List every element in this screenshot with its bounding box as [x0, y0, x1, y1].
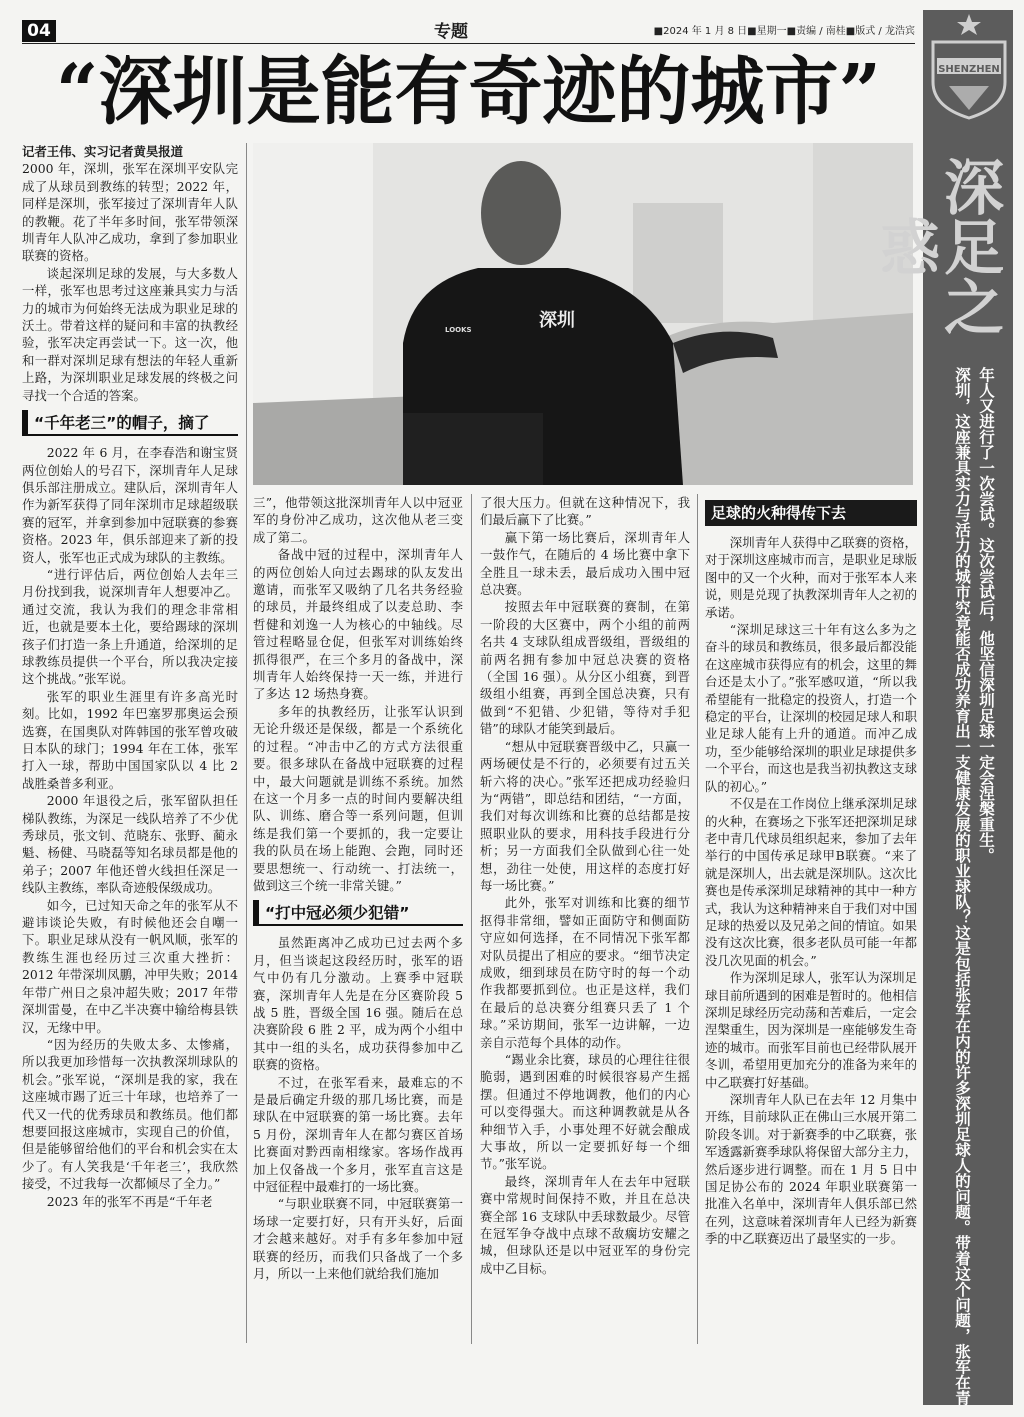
- paragraph: 作为深圳足球人，张军认为深圳足球目前所遇到的困难是暂时的。他相信深圳足球经历完动荡和苦难后，一定会涅槃重生，因为深圳是一座能够发生奇迹的城市。而张军目前也已经带队展开冬训，希望用更加充分的准备为来年的中乙联赛打好基础。: [705, 970, 917, 1090]
- column-intro-line-2: 深圳，这座兼具实力与活力的城市究竟能否成功养育出一支健康发展的职业球队？这是包括张军在内的许多深圳足球人的问题。带着这个问题，张军在青: [953, 367, 971, 1406]
- subheading: “打中冠必须少犯错”: [253, 900, 463, 926]
- shirt-logo-text: LOOKS: [445, 326, 472, 334]
- article-column-2: [253, 494, 463, 1344]
- paragraph: 赢下第一场比赛后，深圳青年人一鼓作气，在随后的 4 场比赛中拿下全胜且一球未丢，最后成功入围中冠总决赛。: [480, 529, 690, 598]
- headline: “深圳是能有奇迹的城市”: [55, 49, 882, 135]
- crest-text-top: SHENZHEN: [938, 64, 1000, 75]
- paragraph: “因为经历的失败太多、太惨痛，所以我更加珍惜每一次执教深圳球队的机会。”张军说，“深圳是我的家，我在这座城市踢了近三十年球，也培养了一代又一代的优秀球员和教练员。他们都想要回报这座城市，实现自己的价值，但是能够留给他们的平台和机会实在太少了。有人笑我是‘千年老三’，我欣然接受，不过我每一次都倾尽了全力。”: [22, 1036, 238, 1192]
- column-divider: [246, 143, 247, 1343]
- article-column-4: [705, 500, 917, 1350]
- paragraph: 最终，深圳青年人在去年中冠联赛中常规时间保持不败，并且在总决赛全部 16 支球队中丢球数最少。尽管在冠军争夺战中点球不敌瘸坊安耀之城，但球队还是以中冠亚军的身份完成中乙目标。: [480, 1173, 690, 1276]
- column-divider: [697, 494, 698, 1344]
- paragraph: 谈起深圳足球的发展，与大多数人一样，张军也思考过这座兼具实力与活力的城市为何始终无法成为职业足球的沃土。带着这样的疑问和丰富的执教经验，张军决定再尝试一下。这一次，他和一群对深圳足球有想法的年轻人重新上路，为深圳职业足球发展的终极之问寻找一个合适的答案。: [22, 265, 238, 403]
- paragraph: 不过，在张军看来，最难忘的不是最后确定升级的那几场比赛，而是球队在中冠联赛的第一场比赛。去年 5 月份，深圳青年人在都匀赛区首场比赛面对黔西南相缘家。客场作战再加上仅备战一个多月，张军直言这是中冠征程中最难打的一场比赛。: [253, 1074, 463, 1195]
- column-intro-line-1: 年人又进行了一次尝试。这次尝试后，他坚信深圳足球一定会涅槃重生。: [977, 367, 995, 863]
- paragraph: 按照去年中冠联赛的赛制，在第一阶段的大区赛中，两个小组的前两名共 4 支球队组成晋级组，晋级组的前两名拥有参加中冠总决赛的资格（全国 16 强）。从分区小组赛，到晋级组小组赛，再到全国总决赛，只有做到“不犯错、少犯错，等待对手犯错”的球队才能笑到最后。: [480, 599, 690, 737]
- dateline: ■2024 年 1 月 8 日■星期一■责编 / 南桂■版式 / 龙浩宾: [653, 26, 915, 37]
- paragraph: “与职业联赛不同，中冠联赛第一场球一定要打好，只有开头好，后面才会越来越好。对手有多年参加中冠联赛的经历，而我们只备战了一个多月，所以一上来他们就给我们施加: [253, 1196, 463, 1282]
- column-title: 深足之惑: [870, 156, 1004, 336]
- page-header: [22, 20, 915, 44]
- paragraph: 2000 年，深圳，张军在深圳平安队完成了从球员到教练的转型；2022 年，同样是深圳，张军接过了深圳青年人队的教鞭。花了半年多时间，张军带领深圳青年人队冲乙成功，拿到了参加职业联赛的资格。: [22, 161, 238, 264]
- column-sidebar: [870, 10, 1013, 1406]
- paragraph: 如今，已过知天命之年的张军从不避讳谈论失败，有时候他还会自嘲一下。职业足球从没有一帆风顺，张军的教练生涯也经历过三次重大挫折：2012 年带深圳凤鹏，冲甲失败；2014 年带广州日之泉冲超失败；2017 年带深圳雷曼，在中乙半决赛中输给梅县铁汉，无缘中甲。: [22, 897, 238, 1035]
- paragraph: “深圳足球这三十年有这么多为之奋斗的球员和教练员，很多最后都没能在这座城市获得应有的机会，这里的舞台还是太小了。”张军感叹道，“所以我希望能有一批稳定的投资人，打造一个稳定的平台，让深圳的校园足球人和职业足球人能有上升的通道。而冲乙成功，至少能够给深圳的职业足球提供多一个平台，而这也是我当初执教这支球队的初心。”: [705, 622, 917, 794]
- coach-photo: [253, 143, 913, 485]
- shirt-chest-text: 深圳: [539, 310, 575, 331]
- paragraph: 2023 年的张军不再是“千年老: [46, 1193, 213, 1209]
- column-divider: [471, 494, 472, 1344]
- paragraph: 三”，他带领这批深圳青年人以中冠亚军的身份冲乙成功，这次他从老三变成了第二。: [253, 495, 463, 545]
- paragraph: 2000 年退役之后，张军留队担任梯队教练，为深足一线队培养了不少优秀球员，张文钊、范晓东、张野、蔺永魁、杨健、马晓磊等知名球员都是他的弟子；2007 年他还曾火线担任深足一线队主教练，率队奇迹般保级成功。: [22, 793, 238, 896]
- byline: 记者王伟、实习记者黄昊报道: [22, 144, 184, 159]
- paragraph: 张军的职业生涯里有许多高光时刻。比如，1992 年巴塞罗那奥运会预选赛，在国奥队对阵韩国的张军曾攻破日本队的球门；1994 年在工体，张军打入一球，帮助中国国家队以 4 比 2 战胜桑普多利亚。: [22, 688, 238, 791]
- paragraph: 虽然距离冲乙成功已过去两个多月，但当谈起这段经历时，张军的语气中仍有几分激动。上赛季中冠联赛，深圳青年人先是在分区赛阶段 5 战 5 胜，晋级全国 16 强。随后在总决赛阶段 6 胜 2 平，成为两个小组中其中一组的头名，成功获得参加中乙联赛的资格。: [253, 935, 463, 1073]
- crest-text-bottom: F.C. 1994: [948, 76, 990, 85]
- page-number: 04: [22, 20, 56, 42]
- subheading: “千年老三”的帽子，摘了: [22, 410, 238, 436]
- paragraph: 2022 年 6 月，在李春浩和谢宝贤两位创始人的号召下，深圳青年人足球俱乐部注册成立。建队后，深圳青年人作为新军获得了同年深圳市足球超级联赛的冠军，并拿到参加中冠联赛的参赛资格。2023 年，俱乐部迎来了新的投资人，张军也正式成为球队的主教练。: [22, 445, 238, 565]
- paragraph: 不仅是在工作岗位上继承深圳足球的火种，在赛场之下张军还把深圳足球老中青几代球员组织起来，参加了去年举行的中国传承足球甲B联赛。“来了就是深圳人，出去就是深圳队。这次比赛也是传承深圳足球精神的其中一种方式，我认为这种精神来自于我们对中国足球的热爱以及兄弟之间的情谊。如果没有这次比赛，很多老队员可能一年都没几次见面的机会。”: [705, 796, 917, 968]
- paragraph: “进行评估后，两位创始人去年三月份找到我，说深圳青年人想要冲乙。通过交流，我认为我们的理念非常相近，也就是要本土化，要给踢球的深圳孩子们打造一条上升通道，给深圳的足球教练员提供一个平台，所以我决定接这个挑战。”张军说。: [22, 566, 238, 687]
- paragraph: 深圳青年人获得中乙联赛的资格，对于深圳这座城市而言，是职业足球版图中的又一个火种，而对于张军本人来说，则是兑现了执教深圳青年人之初的承诺。: [705, 535, 917, 620]
- paragraph: 此外，张军对训练和比赛的细节抠得非常细，譬如正面防守和侧面防守应如何选择，在不同情况下张军都对队员提出了相应的要求。“细节决定成败，细到球员在防守时的每一个动作我都要抓到位。也正是这样，我们在最后的总决赛分组赛只丢了 1 个球。”采访期间，张军一边讲解，一边亲自示范每个具体的动作。: [480, 895, 690, 1050]
- paragraph: 多年的执教经历，让张军认识到无论升级还是保级，都是一个系统化的过程。“冲击中乙的方式方法很重要。很多球队在备战中冠联赛的过程中，最大问题就是训练不系统。加然在这一个月多一点的时间内要解决组队、训练、磨合等一系列问题，但训练是我们第一个要抓的，我一定要让我的队员在场上能跑、会跑，同时还要思想统一、行动统一、打法统一，做到这三个统一非常关键。”: [253, 703, 463, 893]
- article-column-3: [480, 494, 690, 1344]
- paragraph: 了很大压力。但就在这种情况下，我们最后赢下了比赛。”: [480, 495, 690, 528]
- photo-illustration: [253, 143, 913, 485]
- article-column-1: [22, 143, 238, 1343]
- paragraph: 备战中冠的过程中，深圳青年人的两位创始人向过去踢球的队友发出邀请，而张军又吸纳了几名共务经验的球员，并最终组成了以麦总助、李哲健和刘逸一人为核心的中轴线。尽管过程略显仓促，但张军对训练始终抓得很严，在三个多月的备战中，深圳青年人始终保持一天一练，并进行了多达 12 场热身赛。: [253, 547, 463, 702]
- paragraph: “想从中冠联赛晋级中乙，只赢一两场硬仗是不行的，必须要有过五关斩六将的决心。”张军还把成功经验归为“两错”，即总结和团结，“一方面，我们对每次训练和比赛的总结都是按照职业队的要求，用科技手段进行分析；另一方面我们全队做到心往一处想，劲往一处使，用这样的态度打好每一场比赛。”: [480, 738, 690, 893]
- paragraph: “踢业余比赛，球员的心理往往很脆弱，遇到困难的时候很容易产生摇摆。但通过不停地调教，他们的内心可以变得强大。而这种调教就是从各种细节入手，小事处理不好就会酿成大事故，所以一定要抓好每一个细节。”张军说。: [480, 1052, 690, 1172]
- paragraph: 深圳青年人队已在去年 12 月集中开练，目前球队正在佛山三水展开第二阶段冬训。对于新赛季的中乙联赛，张军透露新赛季球队将保留大部分主力，然后逐步进行调整。而在 1 月 5 日中国足协公布的 2024 年职业联赛第一批准入名单中，深圳青年人俱乐部已然在列，这意味着深圳青年人已经为新赛季的中乙联赛迈出了最坚实的一步。: [705, 1092, 917, 1247]
- section-title: 专题: [434, 22, 468, 42]
- subheading: 足球的火种得传下去: [705, 500, 917, 526]
